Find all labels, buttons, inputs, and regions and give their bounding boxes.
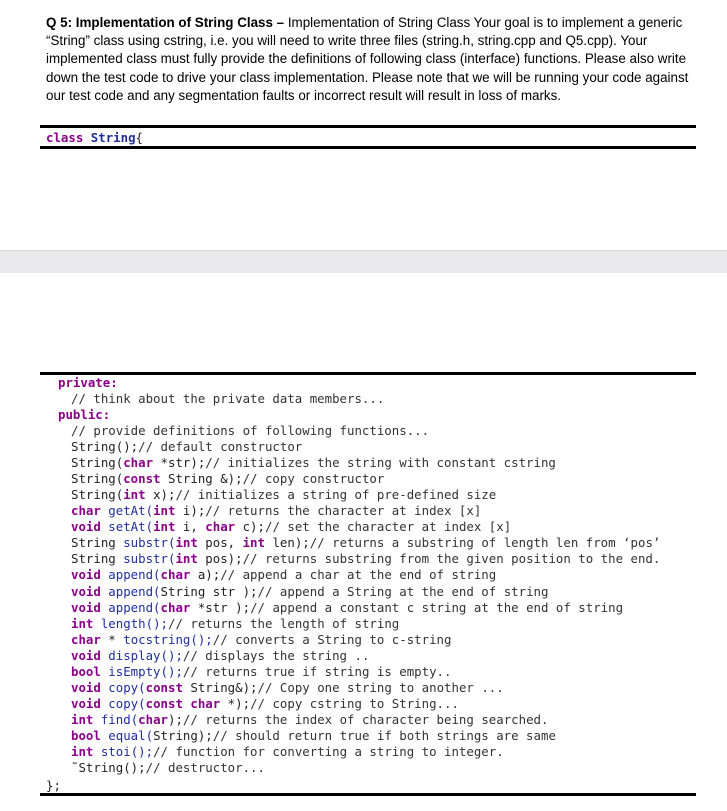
code-comment: // provide definitions of following functions...: [71, 423, 430, 438]
code-token: void: [71, 695, 101, 711]
closing-brace: };: [46, 778, 61, 793]
code-token: void: [71, 599, 101, 615]
code-comment: // copy cstring to String...: [250, 695, 459, 711]
code-token: const: [145, 679, 183, 695]
code-token: int: [242, 535, 265, 551]
code-line: [71, 696, 459, 712]
code-token: ˜String();: [71, 760, 146, 776]
code-token: void: [71, 583, 101, 599]
code-line: [71, 519, 511, 535]
code-comment: // copy constructor: [242, 471, 385, 487]
code-token: String &);: [160, 471, 243, 487]
code-token: pos);: [197, 551, 243, 567]
code-line: [71, 535, 660, 551]
code-token: equal(: [100, 727, 154, 743]
code-token: bool: [71, 663, 101, 679]
open-brace: {: [135, 130, 144, 145]
code-token: *);: [220, 695, 251, 711]
code-comment: // should return true if both strings are same: [212, 727, 556, 743]
private-comment: // think about the private data members...: [71, 391, 385, 406]
code-line: [71, 439, 302, 455]
code-token: int: [175, 551, 198, 567]
code-token: String(: [71, 471, 124, 487]
code-token: substr(: [123, 535, 176, 551]
code-token: copy(: [100, 695, 146, 711]
code-token: void: [71, 679, 101, 695]
code-comment: // returns the index of character being searched.: [182, 711, 549, 727]
header-rule-top: [40, 125, 696, 128]
code-line: [71, 632, 451, 648]
page-break: [0, 250, 727, 274]
code-token: getAt(: [100, 503, 154, 519]
code-token: len);: [264, 535, 310, 551]
code-token: int: [123, 487, 146, 503]
code-token: display();: [100, 647, 183, 663]
code-comment: // displays the string ..: [182, 647, 370, 663]
code-token: isEmpty();: [100, 663, 183, 679]
code-line: [71, 423, 429, 439]
code-line: [71, 728, 556, 744]
code-comment: // returns the character at index [x]: [205, 503, 482, 519]
code-comment: // append a constant c string at the end of string: [250, 599, 624, 615]
code-comment: // append a String at the end of string: [257, 583, 549, 599]
code-token: x);: [145, 487, 176, 503]
code-token: const: [123, 471, 161, 487]
code-token: void: [71, 519, 101, 535]
code-comment: // destructor...: [145, 760, 265, 776]
code-token: char: [160, 599, 191, 615]
code-token: *str );: [190, 599, 251, 615]
question-title: Q 5: Implementation of String Class –: [46, 15, 285, 30]
code-comment: // append a char at the end of string: [220, 567, 497, 583]
header-rule-bottom: [40, 146, 696, 149]
code-comment: // function for converting a string to integer.: [153, 744, 504, 759]
code-token: setAt(: [100, 519, 154, 535]
class-declaration-line: [46, 130, 143, 146]
code-token: stoi();: [93, 744, 154, 759]
code-comment: // Copy one string to another ...: [257, 679, 504, 695]
class-keyword: class: [46, 130, 84, 145]
code-token: *str);: [153, 455, 206, 471]
code-token: tocstring();: [123, 631, 213, 647]
code-line: [71, 567, 496, 583]
code-token: int: [153, 519, 176, 535]
code-comment: // returns true if string is empty..: [182, 663, 452, 679]
code-token: String);: [153, 727, 213, 743]
code-token: pos,: [197, 535, 243, 551]
code-token: String: [71, 551, 124, 567]
document-page-top: [0, 0, 727, 250]
code-token: void: [71, 647, 101, 663]
code-comment: // converts a String to c-string: [212, 631, 452, 647]
code-line: [71, 551, 660, 567]
code-token: int: [175, 535, 198, 551]
code-comment: // default constructor: [138, 439, 303, 455]
code-rule-bottom: [40, 793, 696, 796]
code-token: char: [123, 455, 154, 471]
code-token: String str );: [160, 583, 258, 599]
code-token: append(: [100, 567, 161, 583]
code-token: i,: [175, 519, 206, 535]
private-label: private:: [58, 375, 118, 390]
question-body: Implementation of String Class Your goal is to implement a generic “String” class using cstring, i.e. you will need to write three files (string.h, string.cpp and Q5.cpp). Your implemented class must fully provide the definitions of following class (interface) functions. Please also write down the test code to drive your class implementation. Please note that we will be running your code against our test code and any segmentation faults or incorrect result will result in loss of marks.: [46, 15, 689, 103]
class-name: String: [90, 130, 136, 145]
code-token: bool: [71, 727, 101, 743]
code-token: String(: [71, 455, 124, 471]
code-token: String: [71, 535, 124, 551]
code-line: [71, 680, 504, 696]
code-token: void: [71, 567, 101, 583]
code-comment: // returns substring from the given position to the end.: [242, 551, 661, 567]
code-token: int: [71, 711, 94, 727]
code-token: a);: [190, 567, 221, 583]
code-comment: // returns a substring of length len from ‘pos’: [309, 535, 661, 551]
code-line: [71, 503, 481, 519]
code-token: char: [138, 711, 168, 727]
code-line: [71, 648, 369, 664]
code-token: char: [71, 503, 101, 519]
code-line: [71, 471, 384, 487]
code-comment: // initializes the string with constant cstring: [205, 455, 556, 471]
code-token: int: [71, 615, 94, 631]
code-line: [71, 744, 504, 760]
code-token: String&);: [182, 679, 258, 695]
code-line: [71, 584, 548, 600]
question-text: [46, 14, 706, 105]
code-line: [71, 712, 548, 728]
code-line: [71, 600, 623, 616]
code-token: copy(: [100, 679, 146, 695]
code-token: int: [153, 503, 176, 519]
code-token: substr(: [123, 551, 176, 567]
code-comment: // returns the length of string: [168, 615, 400, 631]
code-token: length();: [93, 615, 168, 631]
code-token: char: [71, 631, 101, 647]
code-token: find(: [93, 711, 139, 727]
code-token: i);: [175, 503, 206, 519]
code-token: String();: [71, 439, 139, 455]
code-token: );: [168, 711, 183, 727]
code-comment: // initializes a string of pre-defined size: [175, 487, 497, 503]
code-line: [71, 455, 556, 471]
code-token: *: [100, 631, 124, 647]
code-token: append(: [100, 583, 161, 599]
code-token: const char: [145, 695, 221, 711]
code-token: char: [205, 519, 236, 535]
code-line: [71, 487, 496, 503]
code-token: char: [160, 567, 191, 583]
code-token: append(: [100, 599, 161, 615]
code-line: [71, 760, 265, 776]
code-token: c);: [235, 519, 265, 535]
code-token: String(: [71, 487, 124, 503]
code-token: int: [71, 744, 94, 759]
code-comment: // set the character at index [x]: [264, 519, 512, 535]
code-line: [71, 616, 399, 632]
public-label: public:: [58, 407, 111, 422]
class-body-code: [46, 375, 706, 776]
code-line: [71, 664, 451, 680]
